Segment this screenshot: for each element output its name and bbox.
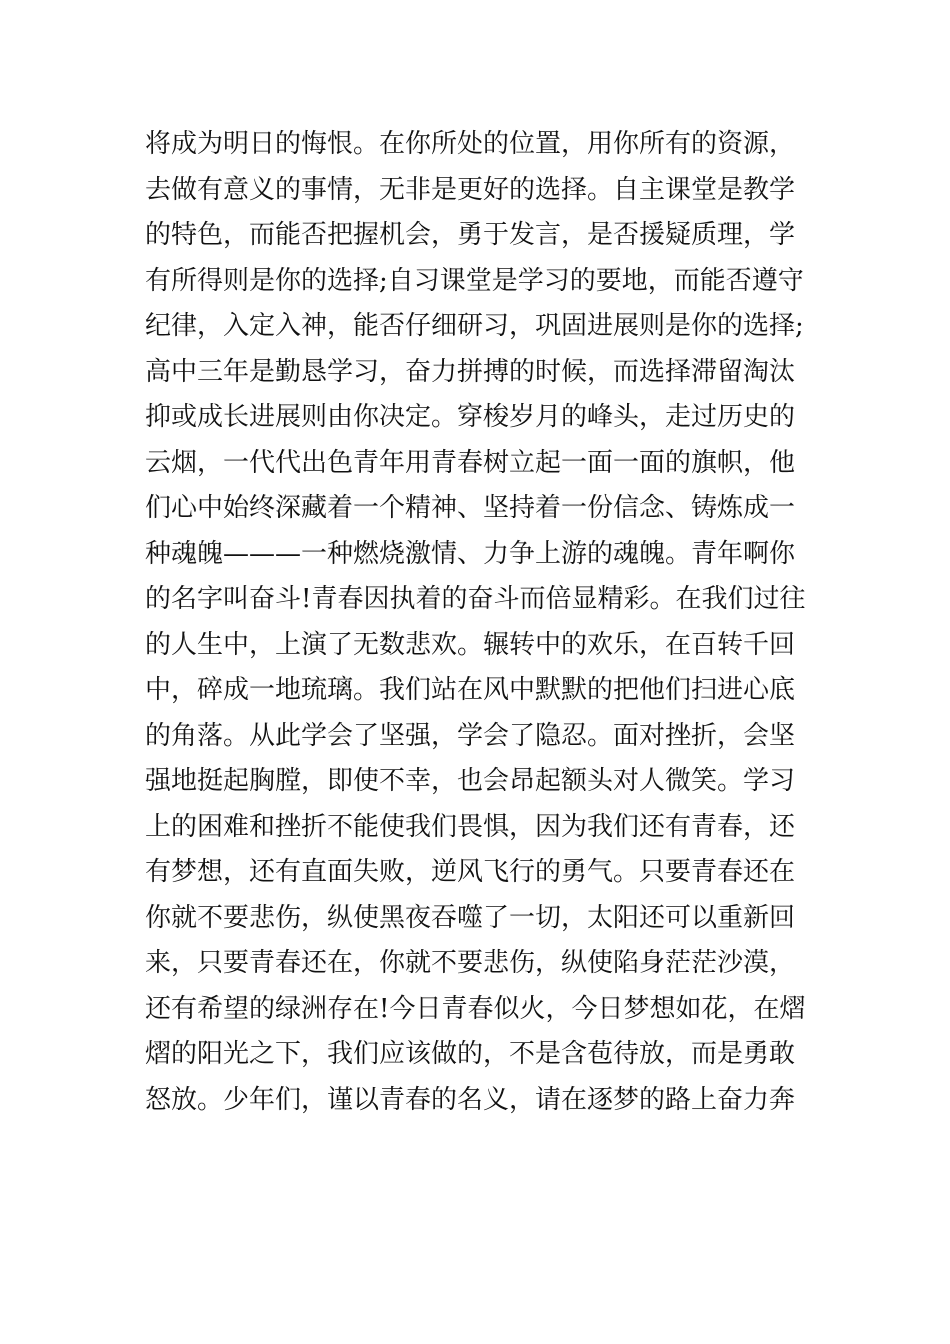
text-line: 将成为明日的悔恨。在你所处的位置，用你所有的资源， (145, 129, 796, 159)
text-line: 有所得则是你的选择;自习课堂是学习的要地，而能否遵守 (145, 265, 804, 296)
text-line: 熠的阳光之下，我们应该做的，不是含苞待放，而是勇敢 (145, 1039, 796, 1069)
text-line: 上的困难和挫折不能使我们畏惧，因为我们还有青春，还 (145, 811, 796, 842)
text-line: 高中三年是勤恳学习，奋力拼搏的时候，而选择滞留淘汰 (145, 356, 796, 387)
text-line: 们心中始终深藏着一个精神、坚持着一份信念、铸炼成一 (145, 493, 796, 523)
text-line: 来，只要青春还在，你就不要悲伤，纵使陷身茫茫沙漠， (145, 948, 796, 978)
text-line: 有梦想，还有直面失败，逆风飞行的勇气。只要青春还在 (145, 857, 796, 887)
text-line: 的角落。从此学会了坚强，学会了隐忍。面对挫折，会坚 (145, 720, 796, 751)
text-line: 去做有意义的事情，无非是更好的选择。自主课堂是教学 (145, 174, 796, 205)
text-line: 还有希望的绿洲存在!今日青春似火，今日梦想如花，在熠 (145, 993, 806, 1024)
text-line: 中，碎成一地琉璃。我们站在风中默默的把他们扫进心底 (145, 675, 796, 705)
text-line: 种魂魄———一种燃烧激情、力争上游的魂魄。青年啊你 (145, 538, 796, 569)
text-line: 的名字叫奋斗!青春因执着的奋斗而倍显精彩。在我们过往 (145, 584, 806, 614)
text-line: 强地挺起胸膛，即使不幸，也会昂起额头对人微笑。学习 (145, 766, 796, 796)
text-line: 怒放。少年们，谨以青春的名义，请在逐梦的路上奋力奔 (145, 1084, 796, 1115)
text-line: 你就不要悲伤，纵使黑夜吞噬了一切，太阳还可以重新回 (145, 902, 796, 933)
text-line: 纪律，入定入神，能否仔细研习，巩固进展则是你的选择; (145, 311, 804, 341)
body-text (145, 128, 825, 1129)
text-line: 云烟，一代代出色青年用青春树立起一面一面的旗帜，他 (145, 447, 796, 478)
text-line: 的特色，而能否把握机会，勇于发言，是否援疑质理，学 (145, 220, 796, 250)
text-line: 的人生中，上演了无数悲欢。辗转中的欢乐，在百转千回 (145, 629, 796, 660)
text-line: 抑或成长进展则由你决定。穿梭岁月的峰头，走过历史的 (145, 402, 796, 432)
